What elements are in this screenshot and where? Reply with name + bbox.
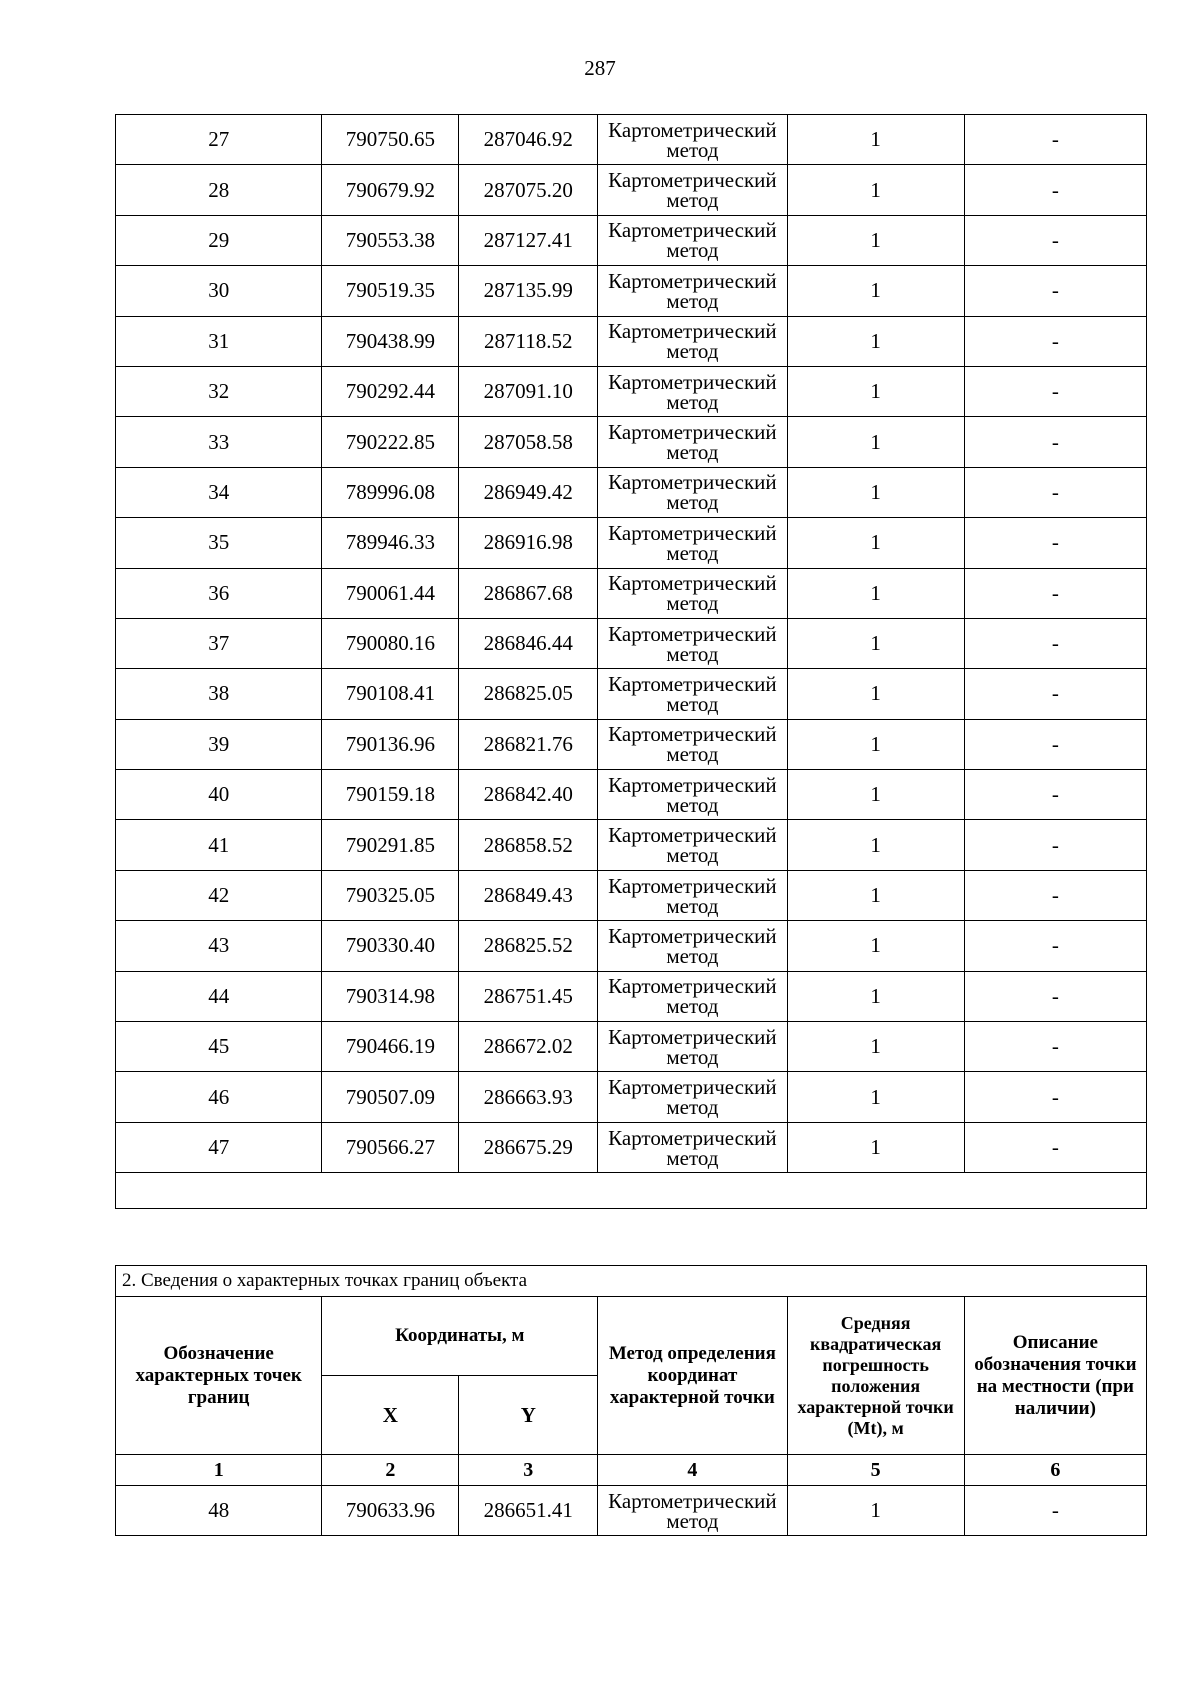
method-text: метод — [666, 1044, 719, 1069]
method-text: Картометрический — [608, 1125, 777, 1150]
x-coordinate-cell: 789996.08 — [322, 467, 459, 517]
description-cell: - — [964, 568, 1146, 618]
table-row — [116, 618, 1147, 668]
mt-cell: 1 — [787, 820, 964, 870]
column-number: 1 — [116, 1455, 322, 1486]
y-coordinate-cell: 287091.10 — [459, 366, 598, 416]
x-coordinate-cell: 790292.44 — [322, 366, 459, 416]
description-cell: - — [964, 215, 1146, 265]
method-text: Картометрический — [608, 571, 777, 596]
header-y: Y — [459, 1376, 598, 1455]
x-coordinate-cell: 790507.09 — [322, 1072, 459, 1122]
method-cell — [598, 1486, 787, 1536]
method-text: метод — [666, 339, 719, 364]
point-number-cell: 47 — [116, 1122, 322, 1172]
method-text: Картометрический — [608, 369, 777, 394]
method-cell — [598, 316, 787, 366]
point-number-cell: 27 — [116, 115, 322, 165]
method-cell — [598, 719, 787, 769]
method-text: Картометрический — [608, 268, 777, 293]
mt-cell: 1 — [787, 316, 964, 366]
column-number: 2 — [322, 1455, 459, 1486]
method-text: Картометрический — [608, 520, 777, 545]
description-cell: - — [964, 770, 1146, 820]
description-cell: - — [964, 971, 1146, 1021]
header-designation: Обозначение характерных точек границ — [116, 1297, 322, 1455]
x-coordinate-cell: 789946.33 — [322, 518, 459, 568]
mt-cell: 1 — [787, 115, 964, 165]
y-coordinate-cell: 287046.92 — [459, 115, 598, 165]
y-coordinate-cell: 286949.42 — [459, 467, 598, 517]
header-description: Описание обозначения точки на местности (при наличии) — [964, 1297, 1146, 1455]
method-text: метод — [666, 641, 719, 666]
method-text: Картометрический — [608, 117, 777, 142]
table-row — [116, 215, 1147, 265]
x-coordinate-cell: 790159.18 — [322, 770, 459, 820]
description-cell: - — [964, 618, 1146, 668]
table-body — [116, 115, 1147, 1173]
method-text: Картометрический — [608, 873, 777, 898]
point-number-cell: 35 — [116, 518, 322, 568]
description-cell: - — [964, 719, 1146, 769]
method-cell — [598, 770, 787, 820]
empty-row — [116, 1173, 1147, 1209]
x-coordinate-cell: 790136.96 — [322, 719, 459, 769]
method-cell — [598, 1072, 787, 1122]
y-coordinate-cell: 286858.52 — [459, 820, 598, 870]
description-cell: - — [964, 518, 1146, 568]
method-text: Картометрический — [608, 168, 777, 193]
method-cell — [598, 165, 787, 215]
method-text: Картометрический — [608, 772, 777, 797]
table-row — [116, 921, 1147, 971]
method-cell — [598, 115, 787, 165]
description-cell: - — [964, 820, 1146, 870]
mt-cell: 1 — [787, 1022, 964, 1072]
mt-cell: 1 — [787, 921, 964, 971]
method-cell — [598, 1122, 787, 1172]
method-text: Картометрический — [608, 420, 777, 445]
point-number-cell: 34 — [116, 467, 322, 517]
point-number-cell: 36 — [116, 568, 322, 618]
boundary-points-table-continued — [115, 114, 1147, 1209]
y-coordinate-cell: 286672.02 — [459, 1022, 598, 1072]
description-cell: - — [964, 1022, 1146, 1072]
x-coordinate-cell: 790519.35 — [322, 266, 459, 316]
point-number-cell: 48 — [116, 1486, 322, 1536]
point-number-cell: 29 — [116, 215, 322, 265]
method-text: метод — [666, 943, 719, 968]
mt-cell: 1 — [787, 669, 964, 719]
description-cell: - — [964, 417, 1146, 467]
point-number-cell: 43 — [116, 921, 322, 971]
method-text: метод — [666, 540, 719, 565]
method-text: Картометрический — [608, 319, 777, 344]
method-text: метод — [666, 843, 719, 868]
mt-cell: 1 — [787, 417, 964, 467]
method-cell — [598, 1022, 787, 1072]
table-row — [116, 719, 1147, 769]
method-cell — [598, 467, 787, 517]
x-coordinate-cell: 790325.05 — [322, 870, 459, 920]
mt-cell: 1 — [787, 618, 964, 668]
y-coordinate-cell: 286846.44 — [459, 618, 598, 668]
table-title: 2. Сведения о характерных точках границ объекта — [116, 1266, 1147, 1297]
point-number-cell: 45 — [116, 1022, 322, 1072]
table-row — [116, 820, 1147, 870]
x-coordinate-cell: 790438.99 — [322, 316, 459, 366]
method-text: метод — [666, 440, 719, 465]
table-row — [116, 417, 1147, 467]
y-coordinate-cell: 286663.93 — [459, 1072, 598, 1122]
y-coordinate-cell: 286842.40 — [459, 770, 598, 820]
point-number-cell: 46 — [116, 1072, 322, 1122]
description-cell: - — [964, 669, 1146, 719]
x-coordinate-cell: 790080.16 — [322, 618, 459, 668]
method-text: метод — [666, 188, 719, 213]
column-number: 5 — [787, 1455, 964, 1486]
method-cell — [598, 568, 787, 618]
description-cell: - — [964, 1486, 1146, 1536]
point-number-cell: 30 — [116, 266, 322, 316]
mt-cell: 1 — [787, 165, 964, 215]
method-text: метод — [666, 137, 719, 162]
point-number-cell: 44 — [116, 971, 322, 1021]
method-text: Картометрический — [608, 218, 777, 243]
method-cell — [598, 366, 787, 416]
method-cell — [598, 921, 787, 971]
method-text: Картометрический — [608, 823, 777, 848]
column-numbers-row — [116, 1455, 1147, 1486]
method-text: метод — [666, 994, 719, 1019]
point-number-cell: 32 — [116, 366, 322, 416]
x-coordinate-cell: 790108.41 — [322, 669, 459, 719]
table-row — [116, 971, 1147, 1021]
y-coordinate-cell: 287135.99 — [459, 266, 598, 316]
y-coordinate-cell: 287075.20 — [459, 165, 598, 215]
method-cell — [598, 669, 787, 719]
mt-cell: 1 — [787, 467, 964, 517]
y-coordinate-cell: 286916.98 — [459, 518, 598, 568]
y-coordinate-cell: 286751.45 — [459, 971, 598, 1021]
method-text: метод — [666, 490, 719, 515]
x-coordinate-cell: 790314.98 — [322, 971, 459, 1021]
mt-cell: 1 — [787, 870, 964, 920]
table-row — [116, 870, 1147, 920]
table-row — [116, 770, 1147, 820]
description-cell: - — [964, 266, 1146, 316]
y-coordinate-cell: 286825.05 — [459, 669, 598, 719]
description-cell: - — [964, 316, 1146, 366]
page-number: 287 — [584, 56, 616, 80]
table-row — [116, 467, 1147, 517]
description-cell: - — [964, 366, 1146, 416]
header-x: X — [322, 1376, 459, 1455]
description-cell: - — [964, 467, 1146, 517]
method-text: Картометрический — [608, 1488, 777, 1513]
column-number: 3 — [459, 1455, 598, 1486]
x-coordinate-cell: 790222.85 — [322, 417, 459, 467]
x-coordinate-cell: 790566.27 — [322, 1122, 459, 1172]
method-cell — [598, 215, 787, 265]
method-text: Картометрический — [608, 621, 777, 646]
method-text: метод — [666, 1145, 719, 1170]
x-coordinate-cell: 790750.65 — [322, 115, 459, 165]
table-row — [116, 1022, 1147, 1072]
mt-cell: 1 — [787, 719, 964, 769]
point-number-cell: 38 — [116, 669, 322, 719]
point-number-cell: 40 — [116, 770, 322, 820]
y-coordinate-cell: 287058.58 — [459, 417, 598, 467]
table-row — [116, 266, 1147, 316]
method-text: метод — [666, 238, 719, 263]
mt-cell: 1 — [787, 971, 964, 1021]
table-row — [116, 316, 1147, 366]
point-number-cell: 33 — [116, 417, 322, 467]
method-text: метод — [666, 691, 719, 716]
mt-cell: 1 — [787, 770, 964, 820]
y-coordinate-cell: 286821.76 — [459, 719, 598, 769]
description-cell: - — [964, 1072, 1146, 1122]
table-row — [116, 366, 1147, 416]
mt-cell: 1 — [787, 1122, 964, 1172]
description-cell: - — [964, 115, 1146, 165]
table-row — [116, 165, 1147, 215]
method-text: Картометрический — [608, 1024, 777, 1049]
description-cell: - — [964, 870, 1146, 920]
boundary-points-table — [115, 1265, 1147, 1536]
table-row — [116, 1072, 1147, 1122]
y-coordinate-cell: 286675.29 — [459, 1122, 598, 1172]
table-body — [116, 1486, 1147, 1536]
y-coordinate-cell: 286867.68 — [459, 568, 598, 618]
mt-cell: 1 — [787, 366, 964, 416]
method-text: метод — [666, 1095, 719, 1120]
method-text: метод — [666, 288, 719, 313]
x-coordinate-cell: 790061.44 — [322, 568, 459, 618]
point-number-cell: 28 — [116, 165, 322, 215]
method-cell — [598, 417, 787, 467]
table-row — [116, 669, 1147, 719]
x-coordinate-cell: 790679.92 — [322, 165, 459, 215]
y-coordinate-cell: 287118.52 — [459, 316, 598, 366]
mt-cell: 1 — [787, 568, 964, 618]
point-number-cell: 31 — [116, 316, 322, 366]
method-text: Картометрический — [608, 470, 777, 495]
method-text: Картометрический — [608, 1075, 777, 1100]
header-coordinates: Координаты, м — [322, 1297, 598, 1376]
table-row — [116, 518, 1147, 568]
mt-cell: 1 — [787, 518, 964, 568]
table-row — [116, 568, 1147, 618]
table-row — [116, 1122, 1147, 1172]
header-method: Метод определения координат характерной точки — [598, 1297, 787, 1455]
y-coordinate-cell: 286825.52 — [459, 921, 598, 971]
point-number-cell: 42 — [116, 870, 322, 920]
mt-cell: 1 — [787, 1072, 964, 1122]
method-text: метод — [666, 591, 719, 616]
point-number-cell: 41 — [116, 820, 322, 870]
x-coordinate-cell: 790553.38 — [322, 215, 459, 265]
description-cell: - — [964, 1122, 1146, 1172]
point-number-cell: 39 — [116, 719, 322, 769]
method-text: метод — [666, 742, 719, 767]
method-text: метод — [666, 1508, 719, 1533]
method-cell — [598, 820, 787, 870]
mt-cell: 1 — [787, 215, 964, 265]
x-coordinate-cell: 790466.19 — [322, 1022, 459, 1072]
method-text: метод — [666, 792, 719, 817]
column-number: 6 — [964, 1455, 1146, 1486]
description-cell: - — [964, 165, 1146, 215]
method-text: Картометрический — [608, 974, 777, 999]
x-coordinate-cell: 790291.85 — [322, 820, 459, 870]
x-coordinate-cell: 790633.96 — [322, 1486, 459, 1536]
method-text: Картометрический — [608, 923, 777, 948]
table-row — [116, 115, 1147, 165]
method-cell — [598, 971, 787, 1021]
y-coordinate-cell: 287127.41 — [459, 215, 598, 265]
column-number: 4 — [598, 1455, 787, 1486]
mt-cell: 1 — [787, 1486, 964, 1536]
y-coordinate-cell: 286651.41 — [459, 1486, 598, 1536]
description-cell: - — [964, 921, 1146, 971]
method-text: Картометрический — [608, 671, 777, 696]
y-coordinate-cell: 286849.43 — [459, 870, 598, 920]
table-row — [116, 1486, 1147, 1536]
x-coordinate-cell: 790330.40 — [322, 921, 459, 971]
method-cell — [598, 870, 787, 920]
header-mt: Средняя квадратическая погрешность положения характерной точки (Mt), м — [787, 1297, 964, 1455]
method-text: метод — [666, 893, 719, 918]
mt-cell: 1 — [787, 266, 964, 316]
method-cell — [598, 618, 787, 668]
method-text: метод — [666, 389, 719, 414]
point-number-cell: 37 — [116, 618, 322, 668]
method-cell — [598, 266, 787, 316]
method-text: Картометрический — [608, 722, 777, 747]
method-cell — [598, 518, 787, 568]
